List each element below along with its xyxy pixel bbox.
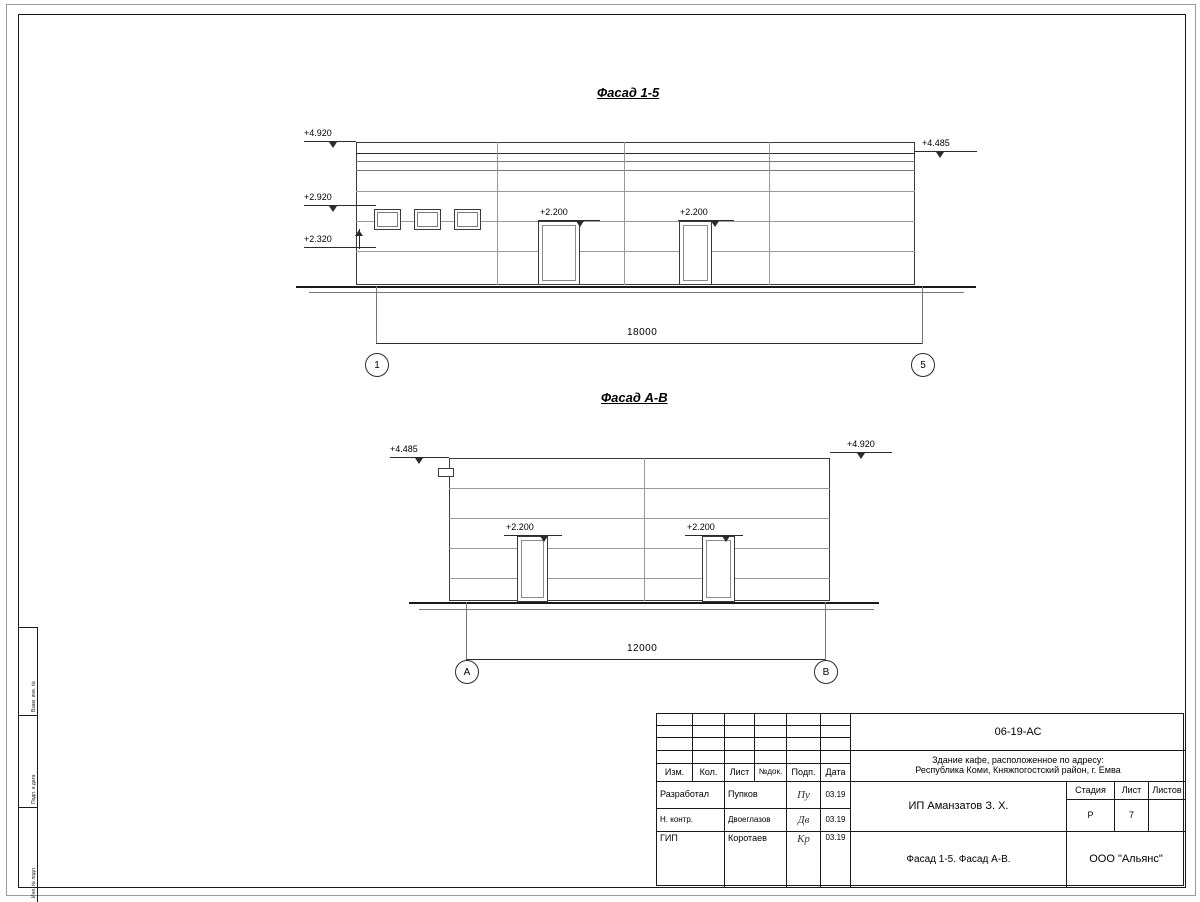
facade-a-v-door xyxy=(517,536,548,602)
level-arrow-icon xyxy=(711,221,719,227)
axis-line-a xyxy=(466,602,467,660)
facade-1-5-parapet-line-2 xyxy=(356,161,915,162)
revision-cell xyxy=(787,738,821,751)
level-arrow-icon xyxy=(576,221,584,227)
axis-bubble-5: 5 xyxy=(911,353,935,377)
facade-1-5-window xyxy=(414,209,441,230)
level-arrow-icon xyxy=(540,536,548,542)
axis-line-5 xyxy=(922,286,923,344)
level-arrow-icon xyxy=(722,536,730,542)
door-leaf xyxy=(521,540,544,598)
level-mark-2320: +2.320 xyxy=(304,234,332,244)
level-extension-line xyxy=(359,229,360,249)
revision-cell xyxy=(725,751,755,764)
facade-a-v-panel-vjoint xyxy=(644,458,645,601)
stamp-name-developer: Пупков xyxy=(725,782,787,809)
level-arrow-icon xyxy=(936,152,944,158)
stamp-date-developer: 03.19 xyxy=(821,782,851,809)
door-leaf xyxy=(542,225,576,281)
axis-line-v xyxy=(825,602,826,660)
stamp-col-header-podp: Подп. xyxy=(787,764,821,782)
stamp-object-description xyxy=(851,751,1185,782)
stamp-sheets-value xyxy=(1149,800,1185,832)
facade-a-v-door xyxy=(702,536,735,602)
stamp-name-normcontrol: Двоеглазов xyxy=(725,809,787,832)
revision-cell xyxy=(725,726,755,738)
door-leaf xyxy=(706,540,731,598)
overall-dimension-label: 18000 xyxy=(627,327,658,338)
stamp-company: ООО "Альянс" xyxy=(1089,853,1163,866)
level-leader-line xyxy=(915,151,977,152)
stamp-signature-developer: Пу xyxy=(787,782,821,809)
overall-dimension-line xyxy=(376,343,922,344)
revision-cell xyxy=(787,726,821,738)
revision-cell xyxy=(787,714,821,726)
stamp-signature-gip: Кр xyxy=(787,832,821,887)
revision-cell xyxy=(657,738,693,751)
axis-bubble-1: 1 xyxy=(365,353,389,377)
stamp-role-developer: Разработал xyxy=(657,782,725,809)
level-leader-line xyxy=(304,205,376,206)
stamp-drawing-name: Фасад 1-5. Фасад А-В. xyxy=(851,832,1067,887)
facade-a-v-panel-joint xyxy=(449,578,830,579)
stamp-col-header-list: Лист xyxy=(725,764,755,782)
revision-cell xyxy=(821,751,851,764)
stamp-sheet-header: Лист xyxy=(1115,782,1149,800)
facade-1-5-panel-joint xyxy=(356,251,915,252)
stamp-document-code: 06-19-АС xyxy=(851,714,1185,751)
revision-cell xyxy=(725,714,755,726)
facade-1-5-ground-line xyxy=(296,286,976,288)
level-mark-2920: +2.920 xyxy=(304,192,332,202)
level-mark-4485: +4.485 xyxy=(390,444,418,454)
left-margin-label: Подп. и дата xyxy=(31,774,37,804)
facade-1-5-panel-vjoint xyxy=(497,142,498,285)
stamp-role-normcontrol: Н. контр. xyxy=(657,809,725,832)
facade-1-5-window xyxy=(374,209,401,230)
facade-1-5-title: Фасад 1-5 xyxy=(597,85,660,100)
revision-cell xyxy=(755,738,787,751)
stamp-role-gip: ГИП xyxy=(657,832,725,887)
stamp-name-gip: Коротаев xyxy=(725,832,787,887)
level-leader-line xyxy=(685,535,743,536)
facade-1-5-door xyxy=(679,221,712,285)
facade-1-5-panel-joint xyxy=(356,191,915,192)
facade-1-5-panel-vjoint xyxy=(769,142,770,285)
left-margin-label: Инв. № подл. xyxy=(31,866,37,898)
revision-cell xyxy=(821,726,851,738)
revision-cell xyxy=(755,751,787,764)
facade-1-5-window xyxy=(454,209,481,230)
revision-cell xyxy=(787,751,821,764)
level-arrow-icon xyxy=(329,142,337,148)
stamp-col-header-data: Дата xyxy=(821,764,851,782)
revision-cell xyxy=(657,714,693,726)
title-block xyxy=(656,713,1184,886)
level-mark-2200: +2.200 xyxy=(680,207,708,217)
left-margin-label: Взам. инв. № xyxy=(31,681,37,712)
stamp-object-line-1: Здание кафе, расположенное по адресу: xyxy=(932,755,1104,766)
facade-a-v-roof-outlet xyxy=(438,468,454,477)
stamp-sheet-value: 7 xyxy=(1115,800,1149,832)
revision-cell xyxy=(657,726,693,738)
facade-a-v-ground-line xyxy=(409,602,879,604)
stamp-customer: ИП Аманзатов З. Х. xyxy=(851,782,1067,832)
door-leaf xyxy=(683,225,708,281)
facade-1-5-panel-vjoint xyxy=(624,142,625,285)
stamp-stage-header: Стадия xyxy=(1067,782,1115,800)
stamp-stage-value: Р xyxy=(1067,800,1115,832)
left-margin-column xyxy=(19,627,38,902)
revision-cell xyxy=(725,738,755,751)
revision-cell xyxy=(657,751,693,764)
facade-1-5-parapet-line-3 xyxy=(356,170,915,171)
revision-cell xyxy=(755,714,787,726)
axis-line-1 xyxy=(376,286,377,344)
stamp-date-normcontrol: 03.19 xyxy=(821,809,851,832)
facade-a-v-ground-line-2 xyxy=(419,609,874,610)
revision-cell xyxy=(821,738,851,751)
revision-cell xyxy=(821,714,851,726)
stamp-date-gip: 03.19 xyxy=(821,832,851,887)
level-arrow-icon xyxy=(329,206,337,212)
facade-1-5-ground-line-2 xyxy=(309,292,964,293)
facade-a-v-panel-joint xyxy=(449,488,830,489)
facade-a-v-title: Фасад А-В xyxy=(601,390,668,405)
level-mark-4485: +4.485 xyxy=(922,138,950,148)
stamp-col-header-ndok: №док. xyxy=(755,764,787,782)
axis-bubble-a: А xyxy=(455,660,479,684)
stamp-signature-normcontrol: Дв xyxy=(787,809,821,832)
stamp-col-header-izm: Изм. xyxy=(657,764,693,782)
overall-dimension-label: 12000 xyxy=(627,643,658,654)
stamp-sheets-header: Листов xyxy=(1149,782,1185,800)
stamp-object-line-2: Республика Коми, Княжпогостский район, г. Емва xyxy=(915,765,1121,775)
stamp-col-header-kol: Кол. xyxy=(693,764,725,782)
axis-bubble-v: В xyxy=(814,660,838,684)
level-leader-line xyxy=(538,220,600,221)
level-mark-2200: +2.200 xyxy=(540,207,568,217)
level-mark-4920: +4.920 xyxy=(304,128,332,138)
level-arrow-icon xyxy=(415,458,423,464)
level-leader-line xyxy=(304,247,376,248)
facade-1-5-parapet-line xyxy=(356,153,915,154)
revision-cell xyxy=(693,714,725,726)
level-leader-line xyxy=(678,220,734,221)
facade-a-v-panel-joint xyxy=(449,548,830,549)
facade-1-5-door xyxy=(538,221,580,285)
level-mark-2200: +2.200 xyxy=(506,522,534,532)
revision-cell xyxy=(693,738,725,751)
level-mark-2200: +2.200 xyxy=(687,522,715,532)
level-arrow-icon xyxy=(857,453,865,459)
facade-a-v-panel-joint xyxy=(449,518,830,519)
revision-cell xyxy=(693,751,725,764)
overall-dimension-line xyxy=(466,659,825,660)
level-mark-4920: +4.920 xyxy=(847,439,875,449)
level-leader-line xyxy=(504,535,562,536)
revision-cell xyxy=(755,726,787,738)
revision-cell xyxy=(693,726,725,738)
